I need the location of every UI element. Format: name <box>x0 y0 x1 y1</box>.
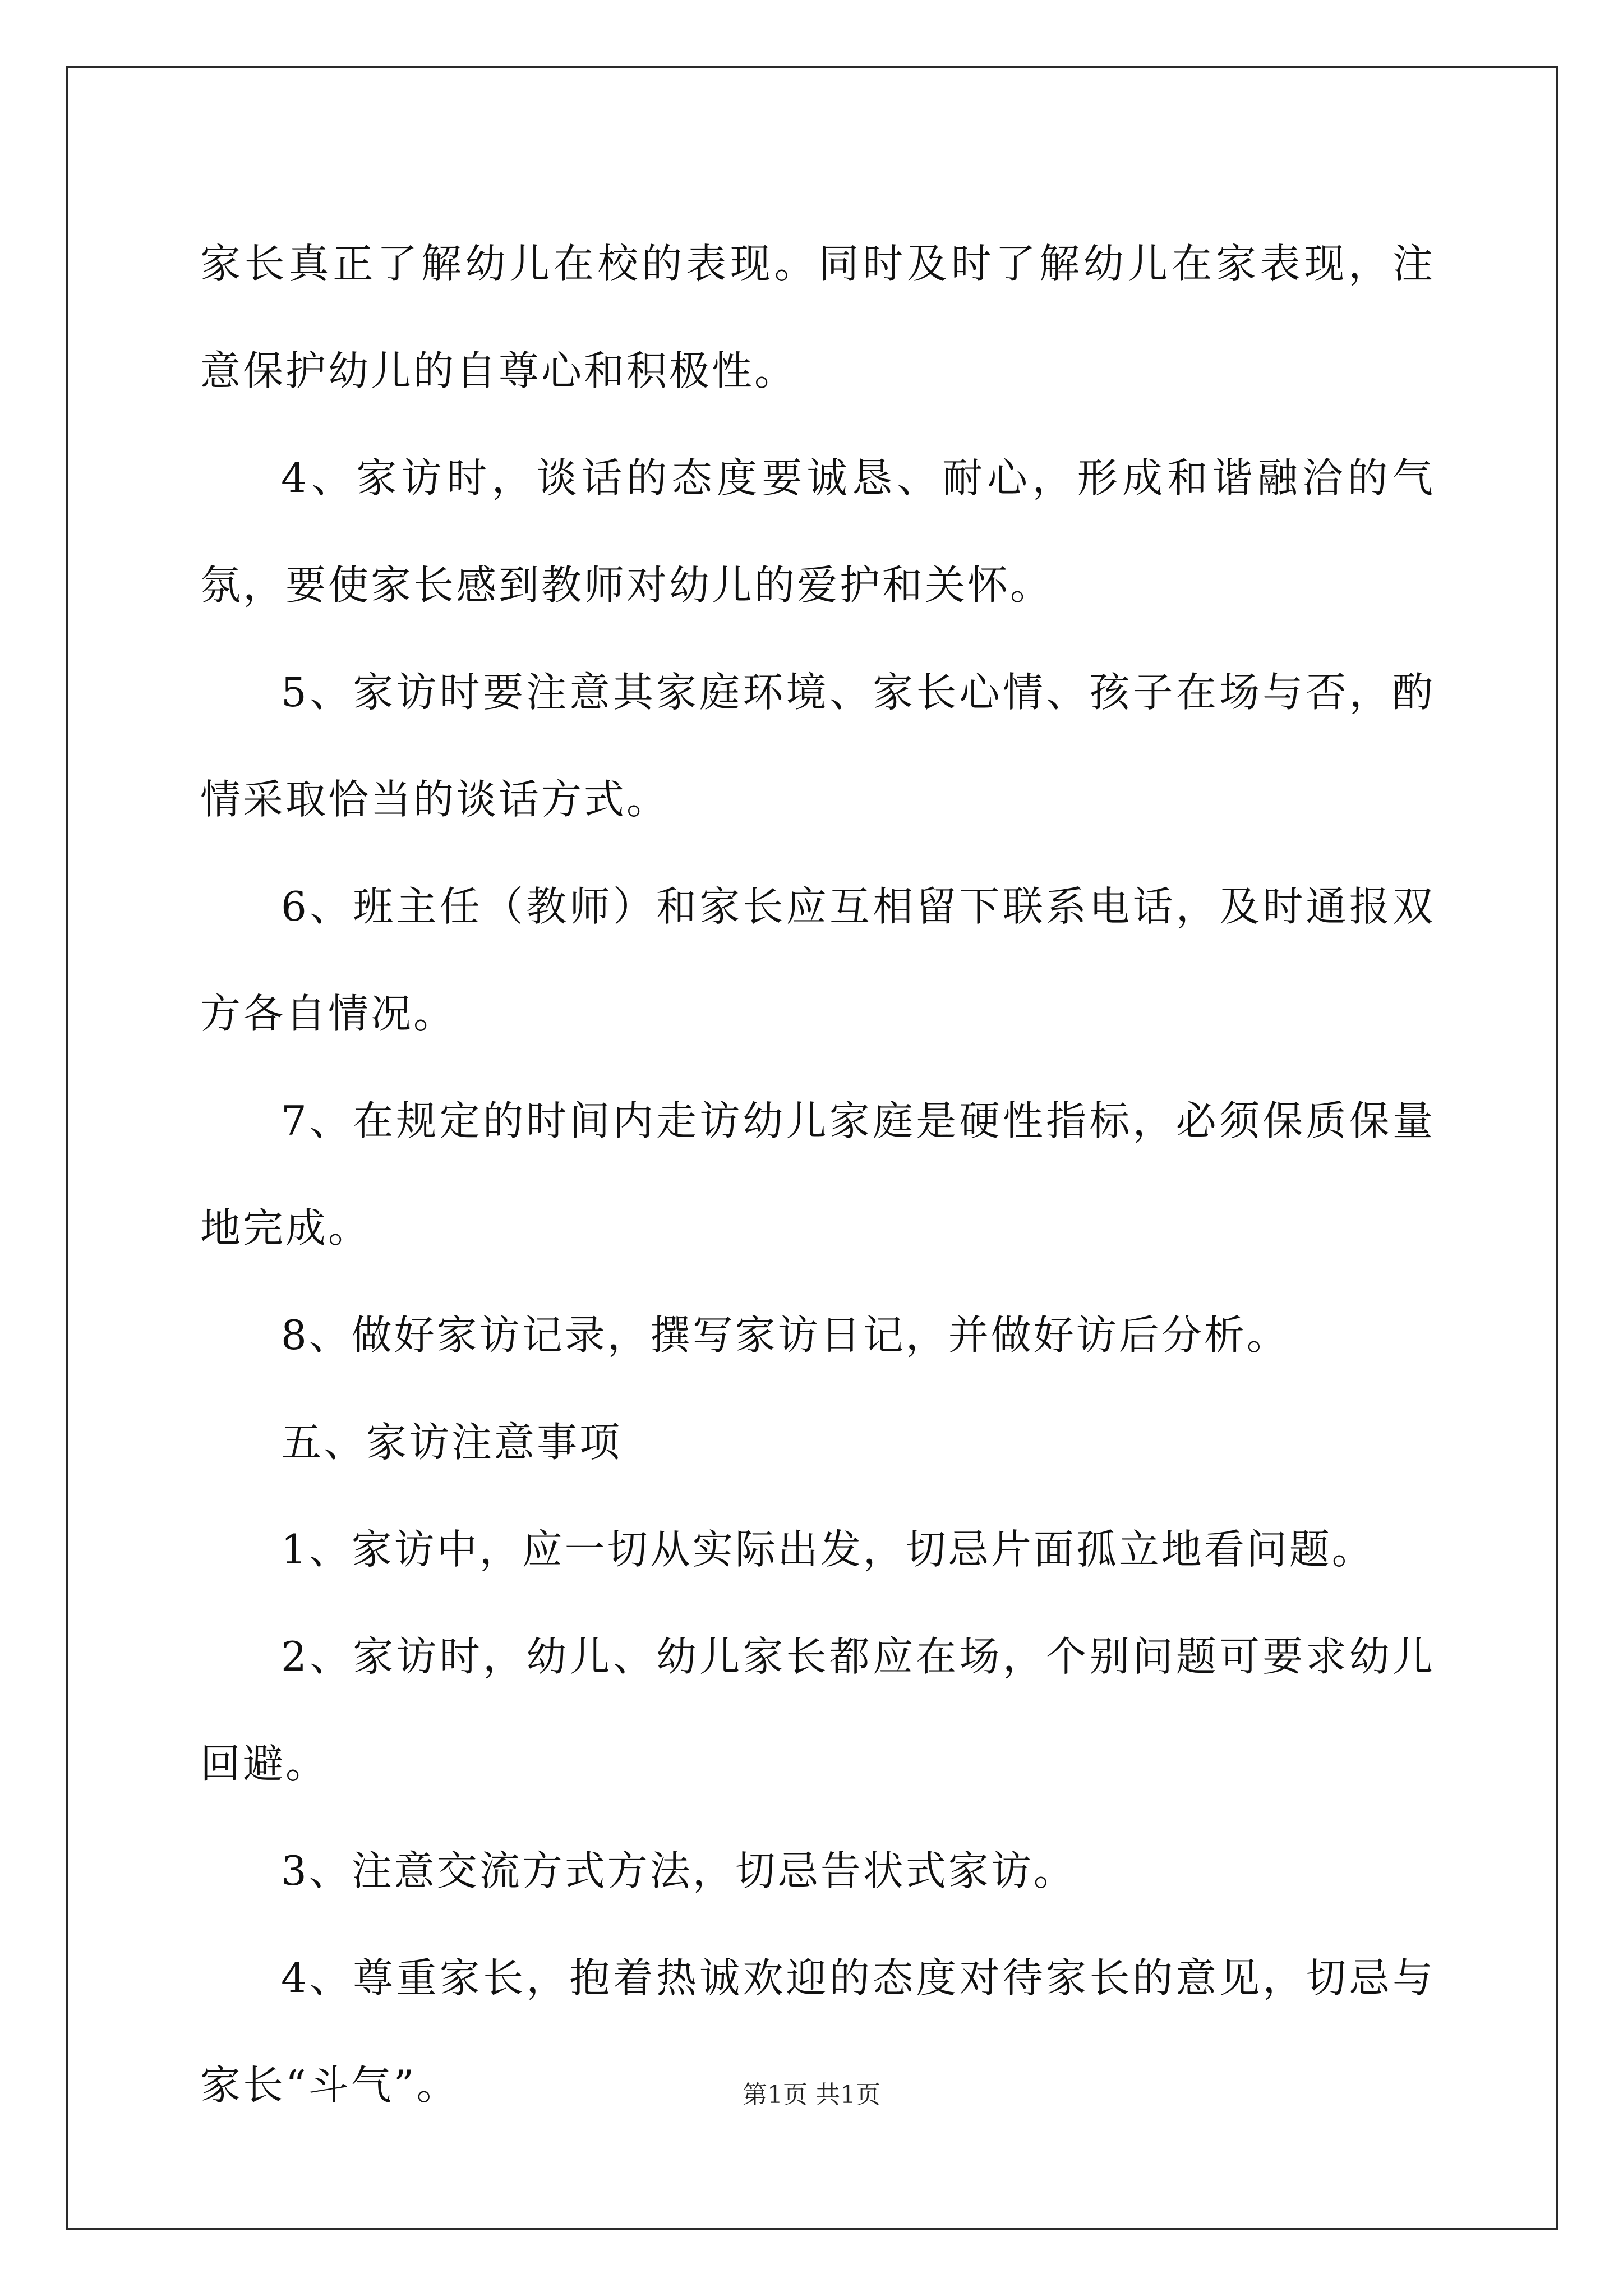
paragraph-item-4: 4、家访时，谈话的态度要诚恳、耐心，形成和谐融洽的气氛，要使家长感到教师对幼儿的爱护和关怀。 <box>200 454 1435 609</box>
notice-item-3: 3、注意交流方式方法，切忌告状式家访。 <box>281 1847 1076 1894</box>
notice-item-1: 1、家访中，应一切从实际出发，切忌片面孤立地看问题。 <box>281 1526 1375 1573</box>
paragraph-item-7: 7、在规定的时间内走访幼儿家庭是硬性指标，必须保质保量地完成。 <box>200 1097 1435 1251</box>
notice-item-4: 4、尊重家长，抱着热诚欢迎的态度对待家长的意见，切忌与家长“斗气”。 <box>200 1954 1435 2109</box>
page-footer: 第1页 共1页 <box>743 2081 880 2109</box>
document-body <box>200 210 1435 2139</box>
paragraph-item-8: 8、做好家访记录，撰写家访日记，并做好访后分析。 <box>281 1312 1289 1359</box>
paragraph-continuation: 家长真正了解幼儿在校的表现。同时及时了解幼儿在家表现，注意保护幼儿的自尊心和积极性。 <box>200 240 1435 394</box>
paragraph-item-5: 5、家访时要注意其家庭环境、家长心情、孩子在场与否，酌情采取恰当的谈话方式。 <box>200 669 1435 823</box>
paragraph-item-6: 6、班主任（教师）和家长应互相留下联系电话，及时通报双方各自情况。 <box>200 883 1435 1037</box>
notice-item-2: 2、家访时，幼儿、幼儿家长都应在场，个别问题可要求幼儿回避。 <box>200 1633 1435 1787</box>
section-heading: 五、家访注意事项 <box>281 1419 623 1466</box>
